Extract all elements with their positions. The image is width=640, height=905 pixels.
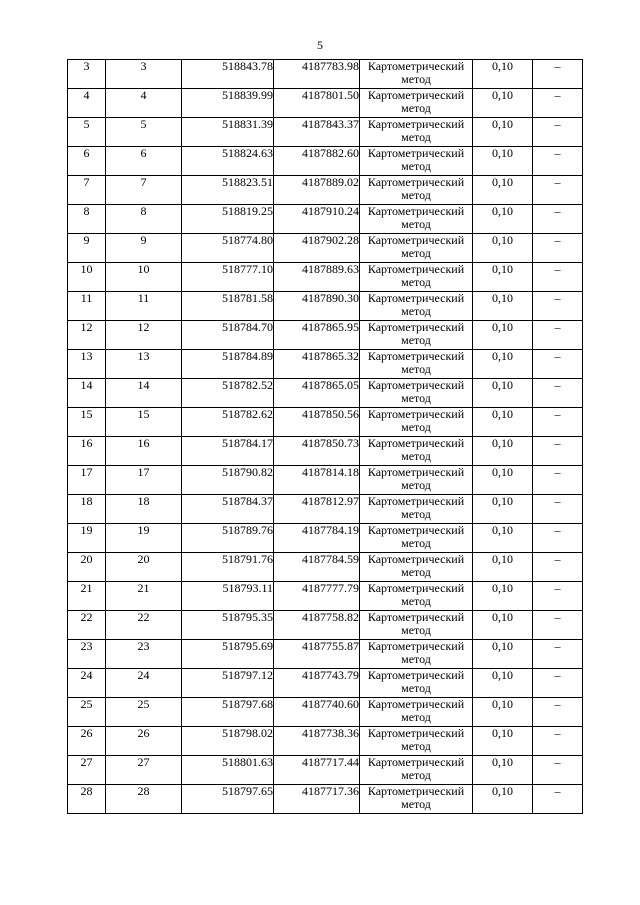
point-id-cell: 27 bbox=[106, 756, 182, 785]
method-cell bbox=[360, 437, 473, 466]
method-cell bbox=[360, 727, 473, 756]
method-line-2: метод bbox=[401, 478, 431, 492]
y-coordinate-cell: 4187743.79 bbox=[274, 669, 360, 698]
method-line-2: метод bbox=[401, 275, 431, 289]
note-cell: – bbox=[533, 582, 583, 611]
table-row bbox=[68, 756, 583, 785]
point-number-cell: 22 bbox=[68, 611, 106, 640]
point-number-cell: 6 bbox=[68, 147, 106, 176]
point-id-cell: 7 bbox=[106, 176, 182, 205]
method-cell bbox=[360, 292, 473, 321]
note-cell: – bbox=[533, 698, 583, 727]
note-cell: – bbox=[533, 89, 583, 118]
method-line-1: Картометрический bbox=[367, 784, 465, 798]
x-coordinate-cell: 518789.76 bbox=[182, 524, 274, 553]
point-number-cell: 21 bbox=[68, 582, 106, 611]
note-cell: – bbox=[533, 292, 583, 321]
point-id-cell: 6 bbox=[106, 147, 182, 176]
y-coordinate-cell: 4187783.98 bbox=[274, 60, 360, 89]
point-id-cell: 22 bbox=[106, 611, 182, 640]
y-coordinate-cell: 4187740.60 bbox=[274, 698, 360, 727]
y-coordinate-cell: 4187843.37 bbox=[274, 118, 360, 147]
point-id-cell: 26 bbox=[106, 727, 182, 756]
point-id-cell: 19 bbox=[106, 524, 182, 553]
point-number-cell: 27 bbox=[68, 756, 106, 785]
point-number-cell: 15 bbox=[68, 408, 106, 437]
method-line-1: Картометрический bbox=[367, 407, 465, 421]
point-id-cell: 10 bbox=[106, 263, 182, 292]
method-line-2: метод bbox=[401, 304, 431, 318]
note-cell: – bbox=[533, 727, 583, 756]
table-row bbox=[68, 234, 583, 263]
point-id-cell: 13 bbox=[106, 350, 182, 379]
y-coordinate-cell: 4187777.79 bbox=[274, 582, 360, 611]
method-line-2: метод bbox=[401, 652, 431, 666]
precision-cell: 0,10 bbox=[473, 756, 533, 785]
precision-cell: 0,10 bbox=[473, 524, 533, 553]
y-coordinate-cell: 4187801.50 bbox=[274, 89, 360, 118]
method-cell bbox=[360, 640, 473, 669]
y-coordinate-cell: 4187758.82 bbox=[274, 611, 360, 640]
point-id-cell: 14 bbox=[106, 379, 182, 408]
method-line-2: метод bbox=[401, 159, 431, 173]
y-coordinate-cell: 4187910.24 bbox=[274, 205, 360, 234]
method-line-2: метод bbox=[401, 333, 431, 347]
precision-cell: 0,10 bbox=[473, 582, 533, 611]
precision-cell: 0,10 bbox=[473, 118, 533, 147]
note-cell: – bbox=[533, 205, 583, 234]
method-line-1: Картометрический bbox=[367, 494, 465, 508]
method-line-1: Картометрический bbox=[367, 233, 465, 247]
method-line-1: Картометрический bbox=[367, 610, 465, 624]
point-id-cell: 8 bbox=[106, 205, 182, 234]
precision-cell: 0,10 bbox=[473, 553, 533, 582]
precision-cell: 0,10 bbox=[473, 205, 533, 234]
table-row bbox=[68, 495, 583, 524]
method-line-1: Картометрический bbox=[367, 88, 465, 102]
x-coordinate-cell: 518839.99 bbox=[182, 89, 274, 118]
method-cell bbox=[360, 553, 473, 582]
precision-cell: 0,10 bbox=[473, 234, 533, 263]
point-number-cell: 17 bbox=[68, 466, 106, 495]
note-cell: – bbox=[533, 669, 583, 698]
table-row bbox=[68, 89, 583, 118]
point-id-cell: 3 bbox=[106, 60, 182, 89]
x-coordinate-cell: 518784.37 bbox=[182, 495, 274, 524]
precision-cell: 0,10 bbox=[473, 466, 533, 495]
note-cell: – bbox=[533, 147, 583, 176]
y-coordinate-cell: 4187865.32 bbox=[274, 350, 360, 379]
method-line-1: Картометрический bbox=[367, 639, 465, 653]
point-number-cell: 5 bbox=[68, 118, 106, 147]
y-coordinate-cell: 4187850.56 bbox=[274, 408, 360, 437]
table-body bbox=[68, 60, 583, 814]
note-cell: – bbox=[533, 495, 583, 524]
x-coordinate-cell: 518823.51 bbox=[182, 176, 274, 205]
y-coordinate-cell: 4187865.95 bbox=[274, 321, 360, 350]
precision-cell: 0,10 bbox=[473, 640, 533, 669]
precision-cell: 0,10 bbox=[473, 669, 533, 698]
method-cell bbox=[360, 147, 473, 176]
table-row bbox=[68, 408, 583, 437]
point-number-cell: 23 bbox=[68, 640, 106, 669]
note-cell: – bbox=[533, 234, 583, 263]
note-cell: – bbox=[533, 466, 583, 495]
point-number-cell: 3 bbox=[68, 60, 106, 89]
method-line-2: метод bbox=[401, 710, 431, 724]
note-cell: – bbox=[533, 350, 583, 379]
x-coordinate-cell: 518777.10 bbox=[182, 263, 274, 292]
point-number-cell: 4 bbox=[68, 89, 106, 118]
precision-cell: 0,10 bbox=[473, 321, 533, 350]
method-cell bbox=[360, 785, 473, 814]
x-coordinate-cell: 518781.58 bbox=[182, 292, 274, 321]
y-coordinate-cell: 4187850.73 bbox=[274, 437, 360, 466]
table-row bbox=[68, 60, 583, 89]
y-coordinate-cell: 4187812.97 bbox=[274, 495, 360, 524]
table-row bbox=[68, 321, 583, 350]
method-cell bbox=[360, 205, 473, 234]
table-row bbox=[68, 350, 583, 379]
x-coordinate-cell: 518793.11 bbox=[182, 582, 274, 611]
method-line-2: метод bbox=[401, 391, 431, 405]
method-cell bbox=[360, 350, 473, 379]
point-id-cell: 21 bbox=[106, 582, 182, 611]
x-coordinate-cell: 518782.62 bbox=[182, 408, 274, 437]
method-cell bbox=[360, 89, 473, 118]
x-coordinate-cell: 518797.12 bbox=[182, 669, 274, 698]
point-id-cell: 28 bbox=[106, 785, 182, 814]
point-id-cell: 17 bbox=[106, 466, 182, 495]
point-number-cell: 13 bbox=[68, 350, 106, 379]
precision-cell: 0,10 bbox=[473, 379, 533, 408]
point-number-cell: 18 bbox=[68, 495, 106, 524]
y-coordinate-cell: 4187865.05 bbox=[274, 379, 360, 408]
method-cell bbox=[360, 321, 473, 350]
precision-cell: 0,10 bbox=[473, 495, 533, 524]
method-line-2: метод bbox=[401, 246, 431, 260]
precision-cell: 0,10 bbox=[473, 727, 533, 756]
table-row bbox=[68, 205, 583, 234]
method-line-2: метод bbox=[401, 623, 431, 637]
point-number-cell: 7 bbox=[68, 176, 106, 205]
precision-cell: 0,10 bbox=[473, 147, 533, 176]
method-cell bbox=[360, 379, 473, 408]
method-line-1: Картометрический bbox=[367, 349, 465, 363]
method-line-1: Картометрический bbox=[367, 552, 465, 566]
method-cell bbox=[360, 495, 473, 524]
note-cell: – bbox=[533, 408, 583, 437]
y-coordinate-cell: 4187889.63 bbox=[274, 263, 360, 292]
table-row bbox=[68, 263, 583, 292]
method-line-1: Картометрический bbox=[367, 726, 465, 740]
method-line-2: метод bbox=[401, 130, 431, 144]
method-line-1: Картометрический bbox=[367, 204, 465, 218]
method-line-2: метод bbox=[401, 188, 431, 202]
method-line-2: метод bbox=[401, 739, 431, 753]
table-row bbox=[68, 379, 583, 408]
precision-cell: 0,10 bbox=[473, 698, 533, 727]
precision-cell: 0,10 bbox=[473, 89, 533, 118]
point-number-cell: 26 bbox=[68, 727, 106, 756]
note-cell: – bbox=[533, 611, 583, 640]
table-row bbox=[68, 582, 583, 611]
method-cell bbox=[360, 466, 473, 495]
y-coordinate-cell: 4187882.60 bbox=[274, 147, 360, 176]
precision-cell: 0,10 bbox=[473, 408, 533, 437]
x-coordinate-cell: 518791.76 bbox=[182, 553, 274, 582]
point-number-cell: 9 bbox=[68, 234, 106, 263]
table-row bbox=[68, 176, 583, 205]
x-coordinate-cell: 518782.52 bbox=[182, 379, 274, 408]
x-coordinate-cell: 518790.82 bbox=[182, 466, 274, 495]
point-id-cell: 16 bbox=[106, 437, 182, 466]
point-number-cell: 25 bbox=[68, 698, 106, 727]
y-coordinate-cell: 4187784.59 bbox=[274, 553, 360, 582]
point-id-cell: 4 bbox=[106, 89, 182, 118]
method-line-1: Картометрический bbox=[367, 378, 465, 392]
precision-cell: 0,10 bbox=[473, 60, 533, 89]
precision-cell: 0,10 bbox=[473, 176, 533, 205]
point-id-cell: 24 bbox=[106, 669, 182, 698]
table-row bbox=[68, 611, 583, 640]
point-number-cell: 19 bbox=[68, 524, 106, 553]
method-line-2: метод bbox=[401, 449, 431, 463]
y-coordinate-cell: 4187755.87 bbox=[274, 640, 360, 669]
y-coordinate-cell: 4187902.28 bbox=[274, 234, 360, 263]
method-cell bbox=[360, 756, 473, 785]
method-cell bbox=[360, 234, 473, 263]
note-cell: – bbox=[533, 118, 583, 147]
method-cell bbox=[360, 408, 473, 437]
x-coordinate-cell: 518795.35 bbox=[182, 611, 274, 640]
table-row bbox=[68, 785, 583, 814]
note-cell: – bbox=[533, 60, 583, 89]
table-row bbox=[68, 553, 583, 582]
x-coordinate-cell: 518774.80 bbox=[182, 234, 274, 263]
x-coordinate-cell: 518797.65 bbox=[182, 785, 274, 814]
method-line-1: Картометрический bbox=[367, 117, 465, 131]
note-cell: – bbox=[533, 176, 583, 205]
point-id-cell: 5 bbox=[106, 118, 182, 147]
x-coordinate-cell: 518831.39 bbox=[182, 118, 274, 147]
y-coordinate-cell: 4187784.19 bbox=[274, 524, 360, 553]
point-number-cell: 11 bbox=[68, 292, 106, 321]
table-row bbox=[68, 437, 583, 466]
method-cell bbox=[360, 60, 473, 89]
x-coordinate-cell: 518824.63 bbox=[182, 147, 274, 176]
method-line-2: метод bbox=[401, 594, 431, 608]
y-coordinate-cell: 4187814.18 bbox=[274, 466, 360, 495]
table-row bbox=[68, 292, 583, 321]
method-line-1: Картометрический bbox=[367, 59, 465, 73]
x-coordinate-cell: 518795.69 bbox=[182, 640, 274, 669]
table-row bbox=[68, 466, 583, 495]
method-line-2: метод bbox=[401, 565, 431, 579]
method-cell bbox=[360, 524, 473, 553]
precision-cell: 0,10 bbox=[473, 611, 533, 640]
point-number-cell: 24 bbox=[68, 669, 106, 698]
table-row bbox=[68, 640, 583, 669]
method-cell bbox=[360, 176, 473, 205]
method-cell bbox=[360, 263, 473, 292]
y-coordinate-cell: 4187890.30 bbox=[274, 292, 360, 321]
method-line-1: Картометрический bbox=[367, 320, 465, 334]
note-cell: – bbox=[533, 640, 583, 669]
method-line-2: метод bbox=[401, 420, 431, 434]
precision-cell: 0,10 bbox=[473, 785, 533, 814]
point-number-cell: 12 bbox=[68, 321, 106, 350]
point-number-cell: 20 bbox=[68, 553, 106, 582]
method-line-2: метод bbox=[401, 362, 431, 376]
method-line-2: метод bbox=[401, 768, 431, 782]
point-number-cell: 28 bbox=[68, 785, 106, 814]
x-coordinate-cell: 518784.17 bbox=[182, 437, 274, 466]
method-line-2: метод bbox=[401, 507, 431, 521]
y-coordinate-cell: 4187717.36 bbox=[274, 785, 360, 814]
point-id-cell: 9 bbox=[106, 234, 182, 263]
method-line-1: Картометрический bbox=[367, 523, 465, 537]
method-cell bbox=[360, 118, 473, 147]
note-cell: – bbox=[533, 524, 583, 553]
method-cell bbox=[360, 669, 473, 698]
method-line-1: Картометрический bbox=[367, 581, 465, 595]
x-coordinate-cell: 518801.63 bbox=[182, 756, 274, 785]
point-id-cell: 20 bbox=[106, 553, 182, 582]
method-line-2: метод bbox=[401, 536, 431, 550]
point-id-cell: 25 bbox=[106, 698, 182, 727]
method-line-2: метод bbox=[401, 72, 431, 86]
note-cell: – bbox=[533, 263, 583, 292]
method-line-2: метод bbox=[401, 217, 431, 231]
method-cell bbox=[360, 698, 473, 727]
note-cell: – bbox=[533, 321, 583, 350]
method-line-1: Картометрический bbox=[367, 175, 465, 189]
precision-cell: 0,10 bbox=[473, 437, 533, 466]
point-id-cell: 11 bbox=[106, 292, 182, 321]
precision-cell: 0,10 bbox=[473, 263, 533, 292]
point-number-cell: 10 bbox=[68, 263, 106, 292]
x-coordinate-cell: 518798.02 bbox=[182, 727, 274, 756]
precision-cell: 0,10 bbox=[473, 350, 533, 379]
note-cell: – bbox=[533, 379, 583, 408]
table-row bbox=[68, 727, 583, 756]
note-cell: – bbox=[533, 437, 583, 466]
note-cell: – bbox=[533, 785, 583, 814]
method-line-1: Картометрический bbox=[367, 436, 465, 450]
table-row bbox=[68, 524, 583, 553]
method-line-2: метод bbox=[401, 681, 431, 695]
x-coordinate-cell: 518843.78 bbox=[182, 60, 274, 89]
method-line-1: Картометрический bbox=[367, 146, 465, 160]
x-coordinate-cell: 518784.89 bbox=[182, 350, 274, 379]
method-line-1: Картометрический bbox=[367, 262, 465, 276]
x-coordinate-cell: 518797.68 bbox=[182, 698, 274, 727]
point-number-cell: 16 bbox=[68, 437, 106, 466]
table-row bbox=[68, 698, 583, 727]
x-coordinate-cell: 518784.70 bbox=[182, 321, 274, 350]
note-cell: – bbox=[533, 756, 583, 785]
table-row bbox=[68, 147, 583, 176]
method-line-2: метод bbox=[401, 797, 431, 811]
precision-cell: 0,10 bbox=[473, 292, 533, 321]
point-number-cell: 8 bbox=[68, 205, 106, 234]
method-cell bbox=[360, 611, 473, 640]
point-id-cell: 15 bbox=[106, 408, 182, 437]
method-line-1: Картометрический bbox=[367, 755, 465, 769]
coordinates-table bbox=[67, 59, 583, 814]
note-cell: – bbox=[533, 553, 583, 582]
page-number: 5 bbox=[317, 38, 323, 52]
table-row bbox=[68, 669, 583, 698]
method-line-1: Картометрический bbox=[367, 291, 465, 305]
method-line-1: Картометрический bbox=[367, 668, 465, 682]
table-row bbox=[68, 118, 583, 147]
point-id-cell: 12 bbox=[106, 321, 182, 350]
method-line-1: Картометрический bbox=[367, 465, 465, 479]
y-coordinate-cell: 4187889.02 bbox=[274, 176, 360, 205]
point-id-cell: 18 bbox=[106, 495, 182, 524]
y-coordinate-cell: 4187738.36 bbox=[274, 727, 360, 756]
point-number-cell: 14 bbox=[68, 379, 106, 408]
x-coordinate-cell: 518819.25 bbox=[182, 205, 274, 234]
method-line-2: метод bbox=[401, 101, 431, 115]
y-coordinate-cell: 4187717.44 bbox=[274, 756, 360, 785]
method-line-1: Картометрический bbox=[367, 697, 465, 711]
point-id-cell: 23 bbox=[106, 640, 182, 669]
method-cell bbox=[360, 582, 473, 611]
